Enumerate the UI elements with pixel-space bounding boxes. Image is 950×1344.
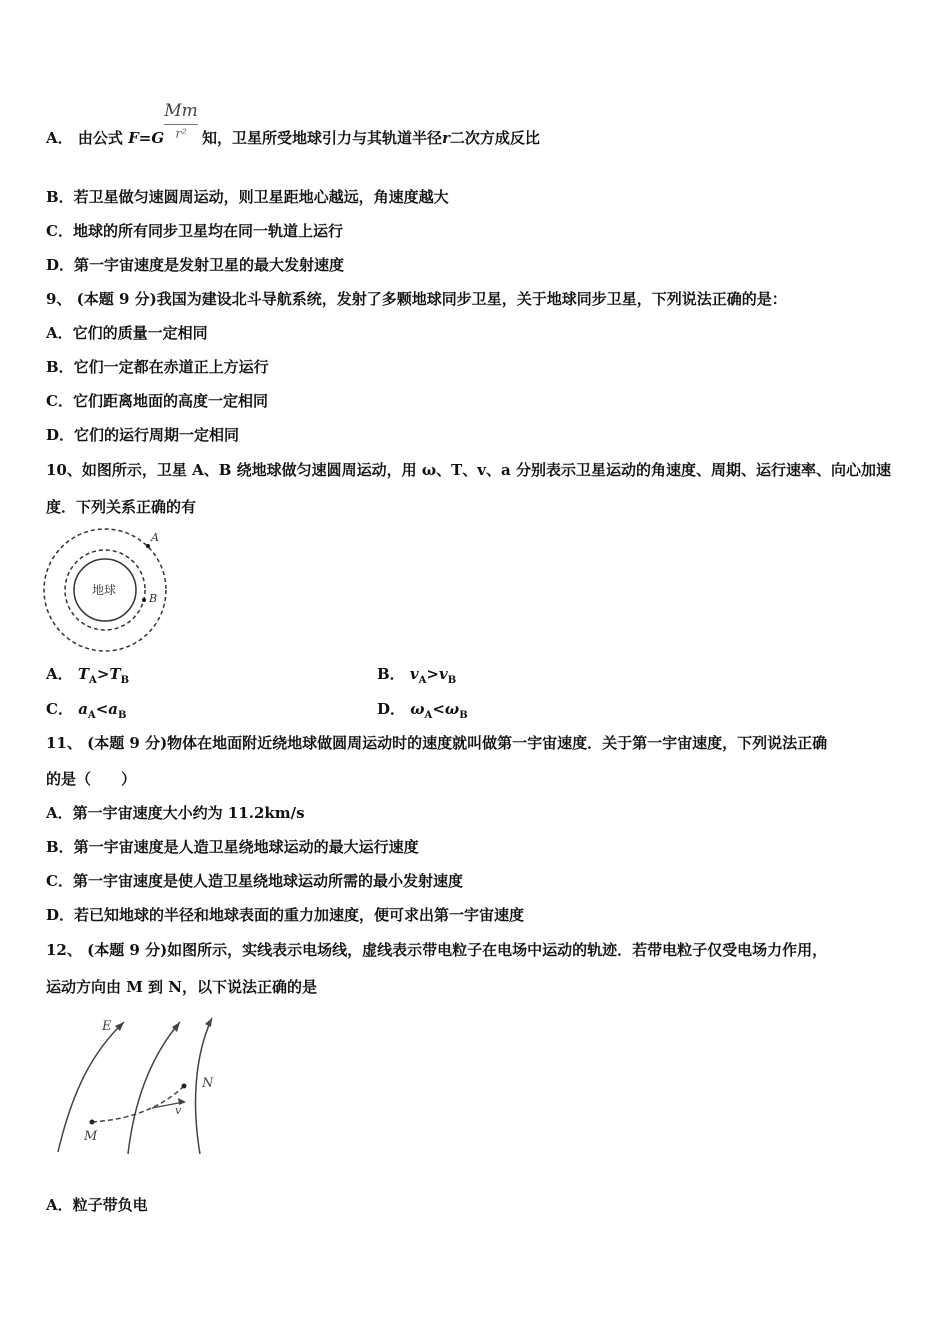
subscript: A — [424, 710, 433, 721]
fraction-bar — [164, 124, 198, 125]
option-label: A． — [46, 129, 73, 147]
fraction-denominator: r² — [175, 127, 187, 142]
option-text: 由公式 — [77, 129, 123, 147]
option-label: A． — [46, 665, 73, 683]
q10-option-d — [377, 699, 468, 726]
satellite-b-label: B — [149, 592, 158, 605]
q12-option-a: A．粒子带负电 — [46, 1196, 148, 1214]
label-n: N — [202, 1076, 214, 1091]
option-label: C． — [46, 700, 73, 718]
q11-stem-line1: 11、 (本题 9 分)物体在地面附近绕地球做圆周运动时的速度就叫做第一宇宙速度．关于第一宇宙速度，下列说法正确 — [46, 734, 828, 752]
variable-r: r — [442, 129, 450, 147]
q9-option-b: B．它们一定都在赤道正上方运行 — [46, 358, 269, 376]
q8-option-c: C．地球的所有同步卫星均在同一轨道上运行 — [46, 222, 343, 240]
label-v: v — [175, 1104, 182, 1117]
symbol: v — [409, 665, 419, 683]
point-n — [182, 1084, 187, 1089]
satellite-a-label: A — [151, 531, 159, 544]
point-m — [90, 1120, 95, 1125]
q11-option-d: D．若已知地球的半径和地球表面的重力加速度，便可求出第一宇宙速度 — [46, 906, 525, 924]
q10-option-a — [46, 664, 129, 691]
symbol: v — [438, 665, 448, 683]
operator: < — [95, 700, 109, 718]
option-label: D． — [377, 700, 406, 718]
operator: > — [426, 665, 439, 683]
operator: > — [96, 665, 110, 683]
satellite-a — [146, 544, 150, 548]
satellite-b — [142, 598, 146, 602]
q8-option-a-rest — [202, 128, 540, 148]
q11-option-a: A．第一宇宙速度大小约为 11.2km/s — [46, 804, 305, 822]
q10-option-b — [377, 664, 456, 691]
option-text: 二次方成反比 — [449, 129, 540, 147]
subscript: B — [118, 710, 127, 721]
symbol: T — [77, 665, 90, 683]
subscript: B — [447, 675, 457, 686]
q11-option-b: B．第一宇宙速度是人造卫星绕地球运动的最大运行速度 — [46, 838, 419, 856]
symbol: a — [78, 700, 88, 718]
operator: < — [432, 700, 445, 718]
fraction-numerator: Mm — [164, 101, 198, 121]
field-line-right-arrow — [205, 1018, 212, 1027]
symbol: ω — [444, 700, 460, 718]
subscript: A — [87, 710, 96, 721]
q9-option-d: D．它们的运行周期一定相同 — [46, 426, 240, 444]
earth-label: 地球 — [92, 583, 117, 597]
label-m: M — [84, 1129, 98, 1144]
q9-option-c: C．它们距离地面的高度一定相同 — [46, 392, 268, 410]
subscript: B — [120, 675, 130, 686]
fraction-mm-over-r2 — [164, 100, 198, 142]
field-line-middle — [128, 1022, 180, 1154]
q10-stem-line2: 度．下列关系正确的有 — [46, 498, 197, 516]
formula: F=G — [128, 129, 165, 147]
electric-field-figure — [52, 1012, 232, 1160]
q8-option-b: B．若卫星做匀速圆周运动，则卫星距地心越远，角速度越大 — [46, 188, 449, 206]
label-e: E — [102, 1019, 112, 1034]
q10-option-c — [46, 699, 126, 726]
satellite-orbit-figure — [40, 526, 175, 654]
q8-option-a — [46, 128, 164, 148]
q10-stem-line1: 10、如图所示，卫星 A、B 绕地球做匀速圆周运动，用 ω、T、v、a 分别表示卫星运动的角速度、周期、运行速率、向心加速 — [46, 461, 891, 479]
q12-stem-line1: 12、 (本题 9 分)如图所示，实线表示电场线，虚线表示带电粒子在电场中运动的轨迹．若带电粒子仅受电场力作用， — [46, 941, 828, 959]
q9-stem: 9、 (本题 9 分)我国为建设北斗导航系统，发射了多颗地球同步卫星，关于地球同步卫星，下列说法正确的是： — [46, 290, 787, 308]
symbol: a — [108, 700, 118, 718]
subscript: A — [418, 675, 427, 686]
q8-option-d: D．第一宇宙速度是发射卫星的最大发射速度 — [46, 256, 345, 274]
symbol: ω — [410, 700, 425, 718]
q12-stem-line2: 运动方向由 M 到 N，以下说法正确的是 — [46, 978, 317, 996]
subscript: A — [89, 675, 97, 686]
symbol: T — [109, 665, 121, 683]
q9-option-a: A．它们的质量一定相同 — [46, 324, 208, 342]
q11-option-c: C．第一宇宙速度是使人造卫星绕地球运动所需的最小发射速度 — [46, 872, 463, 890]
option-text: 知，卫星所受地球引力与其轨道半径 — [202, 129, 443, 147]
option-label: B． — [377, 665, 405, 683]
q11-stem-line2: 的是（ ） — [46, 770, 137, 788]
subscript: B — [459, 710, 468, 721]
